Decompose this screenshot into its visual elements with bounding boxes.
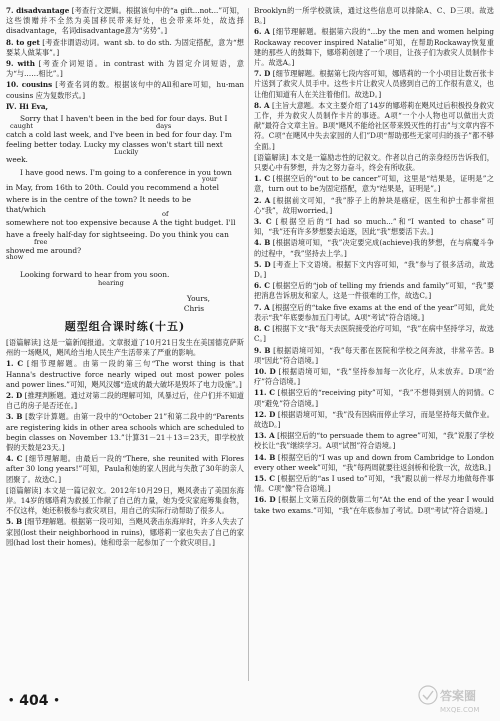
answer-item: 16. D [根据上文第五段的倒数第二句“At the end of the year I would take two exams.”可知，“我”在年底参加了考试。D项“考试”符合语境。]	[254, 495, 494, 515]
answer-item: 14. B [根据空后的“I was up and down from Cambridge to London every other week”可知，“我”每两周就要往返剑桥和伦敦一次，故选B。]	[254, 452, 494, 472]
answer-item: 7. A [根据空后的“take five exams at the end of the year”可知，此处表示“我”年底要参加五门考试。A项“考试”符合语境。]	[254, 302, 494, 322]
answer-item: 9. with [考查介词短语。in contrast with 为固定介词短语，意为“与……相比”。]	[6, 59, 244, 79]
letter-line: where is in the centre of the town? It needs to be	[6, 195, 191, 205]
answer-item: 9. B [根据语境可知，“我”每天都在医院和学校之间奔波，非常辛苦。B项“因此”符合语境。]	[254, 345, 494, 365]
signature: Chris	[183, 304, 204, 314]
answer-item: 10. cousins [考查名词的数。根据该句中的All和are可知，hu-man cousins 应为复数形式。]	[6, 80, 244, 100]
letter-line: Looking forward to hear from you soon.	[20, 270, 170, 280]
error-correction-letter	[6, 114, 244, 314]
right-column	[254, 6, 494, 687]
answer-item: 4. C [细节理解题。由最后一段的“There, she reunited with Flores after 30 long years!”可知，Paula和她的家人因此与失散了30年的亲人团聚了。故选C。]	[6, 454, 244, 484]
watermark-icon	[416, 681, 494, 717]
answer-item: 8. to get [考查非谓语动词。want sb. to do sth. 为固定搭配，意为“想要某人做某事”。]	[6, 37, 244, 57]
letter-line: your in May, from 16th to 20th. Could you recommend a hotel	[6, 175, 219, 193]
letter-line	[6, 253, 244, 270]
answer-item: 4. B [根据语境可知，“我”决定要完成(achieve)我的梦想，在与病魔斗争的过程中，“我”坚持去上学。]	[254, 238, 494, 258]
svg-text:MXQE.COM: MXQE.COM	[440, 706, 480, 714]
passage-note: [语篇解读] 本文是一篇记叙文。2012年10月29日，飓风袭击了美国东海岸。14岁的娜塔莉为救援工作献了自己的力量，她为受灾家庭筹集食物，不仅这样，她还积极参与救灾项目，用自己的实际行动帮助了很多人。	[6, 485, 244, 516]
correction-word: show	[6, 253, 24, 262]
letter-line: feeling better today. Lucky my classes won't start till next	[6, 140, 223, 150]
letter-line	[6, 280, 244, 290]
svg-text:答案圈: 答案圈	[440, 689, 477, 703]
answer-item: 8. C [根据下文“我”每天去医院接受治疗可知，“我”在病中坚持学习，故选C。]	[254, 324, 494, 344]
column-divider	[248, 8, 249, 681]
answer-item: 2. A [根据前文可知，“我”脖子上的肿块是癌症，医生和护士都非常担心“我”，故用worried。]	[254, 195, 494, 215]
letter-line: Luckily week.	[6, 148, 139, 165]
correction-word: your	[202, 175, 218, 184]
answer-item: 2. D [推理判断题。通过对第二段的理解可知，风暴过后，住户们并不知道自己的房子是否还在。]	[6, 391, 244, 411]
answer-item: 12. D [根据语境可知，“我”没有因病而停止学习，而是坚持每天做作业。故选D。]	[254, 409, 494, 429]
left-column	[6, 6, 244, 687]
answer-item: 7. disadvantage [考查行文逻辑。根据该句中的“a gift...not...”可知，这些馈赠并不全然为美国移民带来好处，也会带来坏处，故选择disadvantage，名词disadvantage意为“劣势”。]	[6, 6, 244, 36]
answer-item: 5. B [细节理解题。根据第一段可知，当飓风袭击东海岸时，许多人失去了家园(lost their neighborhood in ruins)，娜塔莉一家也失去了自己的家园(had lost their homes)。她和母亲一起参加了一个救灾项目。]	[6, 517, 244, 547]
correction-word: days	[156, 122, 172, 131]
answer-item: 8. A [主旨大意题。本文主要介绍了14岁的娜塔莉在飓风过后积极投身救灾工作，并为救灾人员制作卡片的事迹。A项“一个小人物也可以做出大贡献”最符合文章主旨。B项“飓风不能给社区带来毁灭性的打击”与文章内容不符。C项“在飓风中失去家园的人们”D项“帮助那些无家可归的孩子”都不够全面。]	[254, 100, 494, 151]
section-title: 题型组合课时练(十五)	[64, 320, 186, 334]
answer-item: 13. A [根据空后的“to persuade them to agree”可知，“我”说服了学校校长让“我”继续学习。A项“试图”符合语境。]	[254, 431, 494, 451]
answer-item: 1. C [细节理解题。由第一段的第三句“The worst thing is that Hanna's destructive force nearly wiped out most power poles and power lines.”可知，飓风汉娜“造成的最大破坏是毁坏了电力设施”。]	[6, 359, 244, 389]
answer-item: 3. C [根据空后的“I had so much...”和“I wanted to chase”可知，“我”还有许多梦想要去追逐，因此“我”想要活下去。]	[254, 217, 494, 237]
answer-item: 10. D [根据语境可知，“我”坚持参加每一次化疗，从未放弃。D项“治疗”符合语境。]	[254, 366, 494, 387]
continued-text: Brooklyn的一所学校就读，通过这些信息可以排除A、C、D三项。故选B。]	[254, 6, 494, 26]
sign-off: Yours,	[186, 294, 210, 304]
letter-line: that/which	[6, 205, 46, 215]
page-number: • 404 •	[8, 693, 60, 709]
correction-word: of	[162, 210, 169, 219]
letter-line: free showed me around?	[6, 238, 82, 256]
answer-item: 6. A [细节理解题。根据第六段的“...by the men and women helping Rockaway recover inspired Natalie”可知，在帮助Rockaway恢复重建的那些人的鼓舞下，娜塔莉创建了一个项目，让孩子们为救灾人员制作卡片。故选A。]	[254, 27, 494, 68]
correction-word: hearing	[98, 279, 124, 288]
correction-word: free	[34, 238, 48, 247]
passage-note: [语篇解读] 本文是一篇励志性的记叙文。作者以自己的亲身经历告诉我们，只要心中有梦想，并为之努力奋斗，终会有所收获。	[254, 152, 494, 173]
watermark-logo	[416, 681, 494, 717]
answer-item: 1. C [根据空后的“out to be cancer”可知，这里是“结果是，证明是”之意，turn out to be为固定搭配，意为“结果是，证明是”。]	[254, 174, 494, 194]
answer-item: 3. B [数字计算题。由第一段中的“October 21”和第二段中的“Parents are registering kids in other area schools which are scheduled to begin classes on November 13.”计算31－21＋13＝23天，即学校放假的天数是23天。]	[6, 412, 244, 453]
answer-item: 11. C [根据空后的“receiving pity”可知，“我”不想得到别人的同情。C项“避免”符合语境。]	[254, 388, 494, 408]
section-iv-heading: Ⅳ. Hi Eva,	[6, 101, 48, 111]
letter-line: caught days catch a cold last week, and I've been in bed for four day. I'm	[6, 122, 232, 140]
letter-line: of somewhere not too expensive because A the tight budget. I'll	[6, 210, 236, 228]
correction-word: Luckily	[114, 148, 139, 157]
passage-note: [语篇解读] 这是一篇新闻报道。文章报道了10月21日发生在美国德克萨斯州的一场飓风，飓风给当地人民生产生活带来了严重的影响。	[6, 338, 244, 358]
correction-word: caught	[10, 122, 33, 131]
letter-line: I have good news. I'm going to a conference in you town	[20, 168, 232, 178]
letter-line: have a freely half-day for sightseeing. Do you think you can	[6, 230, 229, 240]
answer-item: 6. C [根据空后的“job of telling my friends and family”可知，“我”要把消息告诉朋友和家人，这是一件很难的工作，故选C。]	[254, 281, 494, 301]
letter-line: Sorry that I haven't been in the bed for four days. But I	[20, 114, 228, 124]
answer-item: 7. D [细节理解题。根据第七段内容可知，娜塔莉的一个小项目让数百张卡片送到了救灾人员手中。这些卡片让救灾人员感到自己的工作很有意义，也让他们知道有人在关注着他们。故选D。]	[254, 69, 494, 99]
answer-item: 5. D [考查上下文语境。根据下文内容可知，“我”参与了很多活动，故选D。]	[254, 259, 494, 280]
answer-item: 15. C [根据空后的“as I used to”可知，“我”跟以前一样尽力地做每件事情。C项“像”符合语境。]	[254, 473, 494, 494]
